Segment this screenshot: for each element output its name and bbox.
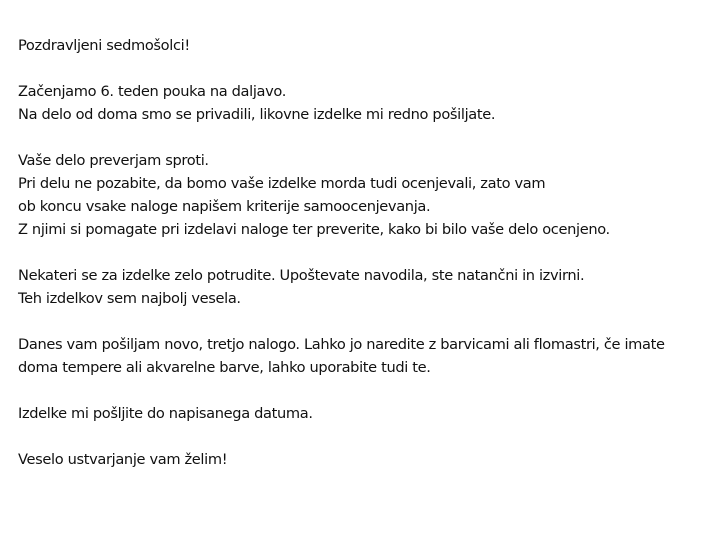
intro-line-2: Na delo od doma smo se privadili, likovne izdelke mi redno pošiljate. bbox=[18, 106, 496, 123]
review-paragraph bbox=[18, 149, 714, 241]
document-body bbox=[18, 34, 714, 494]
intro-paragraph bbox=[18, 80, 714, 126]
effort-line-1: Nekateri se za izdelke zelo potrudite. Upoštevate navodila, ste natančni in izvirni. bbox=[18, 267, 585, 284]
review-line-1: Vaše delo preverjam sproti. bbox=[18, 152, 209, 169]
task-line-2: doma tempere ali akvarelne barve, lahko uporabite tudi te. bbox=[18, 359, 431, 376]
review-line-4: Z njimi si pomagate pri izdelavi naloge ter preverite, kako bi bilo vaše delo ocenjeno. bbox=[18, 221, 610, 238]
effort-paragraph bbox=[18, 264, 714, 310]
review-line-2: Pri delu ne pozabite, da bomo vaše izdelke morda tudi ocenjevali, zato vam bbox=[18, 175, 546, 192]
intro-line-1: Začenjamo 6. teden pouka na daljavo. bbox=[18, 83, 287, 100]
greeting-paragraph bbox=[18, 34, 714, 57]
closing-line: Veselo ustvarjanje vam želim! bbox=[18, 451, 228, 468]
deadline-paragraph bbox=[18, 402, 714, 425]
task-paragraph bbox=[18, 333, 714, 379]
closing-paragraph bbox=[18, 448, 714, 471]
effort-line-2: Teh izdelkov sem najbolj vesela. bbox=[18, 290, 241, 307]
greeting-line: Pozdravljeni sedmošolci! bbox=[18, 37, 190, 54]
review-line-3: ob koncu vsake naloge napišem kriterije samoocenjevanja. bbox=[18, 198, 431, 215]
deadline-line: Izdelke mi pošljite do napisanega datuma. bbox=[18, 405, 313, 422]
task-line-1: Danes vam pošiljam novo, tretjo nalogo. Lahko jo naredite z barvicami ali flomastri, če imate bbox=[18, 336, 665, 353]
